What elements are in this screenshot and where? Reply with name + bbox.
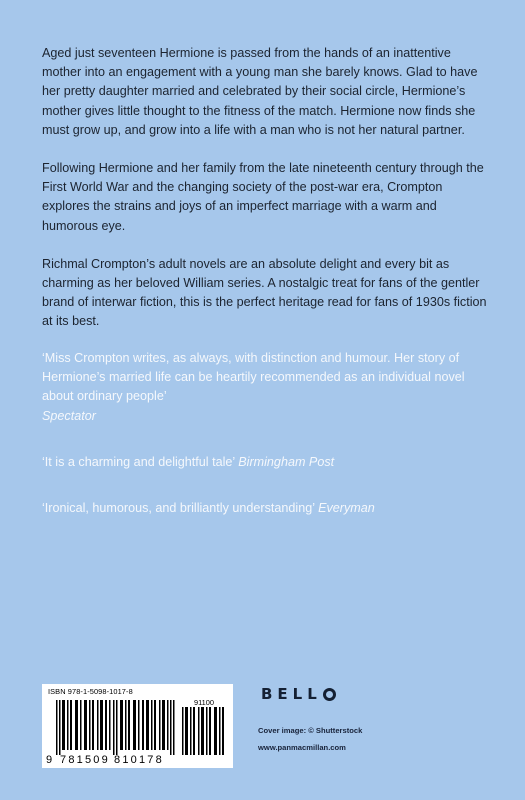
quote-text: ‘It is a charming and delightful tale’ (42, 454, 235, 469)
price-code: 91100 (194, 698, 215, 707)
quote-text: ‘Ironical, humorous, and brilliantly understanding’ (42, 501, 315, 516)
barcode-bars (56, 697, 226, 755)
review-quotes (42, 349, 492, 545)
cover-credit: Cover image: © Shutterstock (258, 726, 363, 735)
barcode-digits-left: 781509 (60, 754, 110, 766)
logo-ring-icon (323, 688, 336, 701)
isbn-barcode (42, 684, 233, 768)
blurb-paragraph: Following Hermione and her family from the late nineteenth century through the First World War and the changing society of the post-war era, Crompton explores the strains and joys of an imperfect marriage with a warm and humorous eye. (42, 161, 484, 233)
quote-source: Spectator (42, 408, 96, 423)
review-quote (42, 349, 492, 426)
quote-text: ‘Miss Crompton writes, as always, with distinction and humour. Her story of Hermione’s married life can be heartily recommended as an individual novel about ordinary people’ (42, 351, 465, 404)
barcode-digits-right: 810178 (114, 754, 164, 766)
blurb-paragraph: Aged just seventeen Hermione is passed from the hands of an inattentive mother into an engagement with a young man she barely knows. Glad to have her pretty daughter married and celebrated by their social circle, Hermione’s mother gives little thought to the fitness of the match. Hermione now finds she must grow up, and grow into a life with a man who is not her natural partner. (42, 46, 478, 137)
publisher-website: www.panmacmillan.com (258, 743, 346, 752)
publisher-logo (261, 683, 336, 705)
blurb-paragraph: Richmal Crompton’s adult novels are an absolute delight and every bit as charming as her beloved William series. A nostalgic treat for fans of the gentler brand of interwar fiction, this is the perfect heritage read for fans of 1930s fiction at its best. (42, 256, 487, 329)
quote-source: Birmingham Post (238, 454, 335, 469)
isbn-label: ISBN 978-1-5098-1017-8 (48, 687, 133, 696)
logo-text: BELL (261, 685, 322, 703)
blurb (42, 44, 492, 351)
review-quote (42, 499, 492, 518)
quote-source: Everyman (318, 501, 375, 516)
barcode-digit-first: 9 (46, 754, 53, 766)
review-quote (42, 453, 492, 472)
